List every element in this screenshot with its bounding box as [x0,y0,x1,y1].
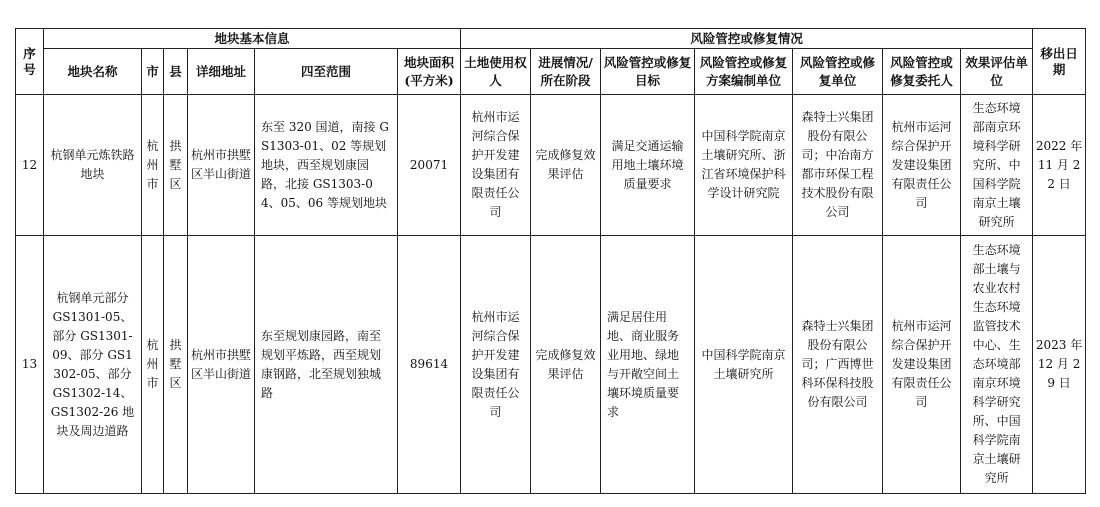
column-header-row [16,49,1086,95]
cell-name: 杭钢单元部分 GS1301-05、部分 GS1301-09、部分 GS1302-05、部分 GS1302-14、GS1302-26 地块及周边道路 [44,236,142,494]
table-row [16,236,1086,494]
cell-client: 杭州市运河综合保护开发建设集团有限责任公司 [883,95,961,236]
cell-address: 杭州市拱墅区半山街道 [188,95,255,236]
header-plan-unit: 风险管控或修复方案编制单位 [695,49,793,95]
header-name: 地块名称 [44,49,142,95]
header-boundary: 四至范围 [255,49,398,95]
cell-repair-unit: 森特士兴集团股份有限公司；中冶南方都市环保工程技术股份有限公司 [793,95,883,236]
cell-city: 杭州市 [142,236,164,494]
header-basic-info: 地块基本信息 [44,29,461,49]
header-progress: 进展情况/所在阶段 [531,49,601,95]
cell-eval-unit: 生态环境部土壤与农业农村生态环境监管技术中心、生态环境部南京环境科学研究所、中国科学院南京土壤研究所 [961,236,1033,494]
header-address: 详细地址 [188,49,255,95]
cell-eval-unit: 生态环境部南京环境科学研究所、中国科学院南京土壤研究所 [961,95,1033,236]
cell-goal: 满足居住用地、商业服务业用地、绿地与开敞空间土壤环境质量要求 [601,236,695,494]
header-area: 地块面积(平方米) [398,49,461,95]
cell-date: 2022 年 11 月 22 日 [1033,95,1086,236]
cell-county: 拱墅区 [164,236,188,494]
cell-address: 杭州市拱墅区半山街道 [188,236,255,494]
cell-area: 20071 [398,95,461,236]
cell-progress: 完成修复效果评估 [531,236,601,494]
cell-plan-unit: 中国科学院南京土壤研究所 [695,236,793,494]
header-eval-unit: 效果评估单位 [961,49,1033,95]
cell-client: 杭州市运河综合保护开发建设集团有限责任公司 [883,236,961,494]
group-header-row [16,29,1086,49]
cell-area: 89614 [398,236,461,494]
cell-land-user: 杭州市运河综合保护开发建设集团有限责任公司 [461,95,531,236]
cell-county: 拱墅区 [164,95,188,236]
cell-seq: 12 [16,95,44,236]
header-city: 市 [142,49,164,95]
header-move-out-date: 移出日期 [1033,29,1086,95]
cell-boundary: 东至 320 国道，南接 GS1303-01、02 等规划地块，西至规划康园路，北接 GS1303-04、05、06 等规划地块 [255,95,398,236]
cell-plan-unit: 中国科学院南京土壤研究所、浙江省环境保护科学设计研究院 [695,95,793,236]
cell-date: 2023 年 12 月 29 日 [1033,236,1086,494]
header-risk-info: 风险管控或修复情况 [461,29,1033,49]
header-land-user: 土地使用权人 [461,49,531,95]
cell-seq: 13 [16,236,44,494]
cell-boundary: 东至规划康园路，南至规划平炼路，西至规划康钢路，北至规划独城路 [255,236,398,494]
cell-land-user: 杭州市运河综合保护开发建设集团有限责任公司 [461,236,531,494]
cell-city: 杭州市 [142,95,164,236]
header-repair-unit: 风险管控或修复单位 [793,49,883,95]
cell-goal: 满足交通运输用地土壤环境质量要求 [601,95,695,236]
header-client: 风险管控或修复委托人 [883,49,961,95]
cell-progress: 完成修复效果评估 [531,95,601,236]
header-seq: 序号 [16,29,44,95]
cell-name: 杭钢单元炼铁路地块 [44,95,142,236]
table-row [16,95,1086,236]
header-goal: 风险管控或修复目标 [601,49,695,95]
header-county: 县 [164,49,188,95]
cell-repair-unit: 森特士兴集团股份有限公司；广西博世科环保科技股份有限公司 [793,236,883,494]
site-table [15,28,1086,494]
